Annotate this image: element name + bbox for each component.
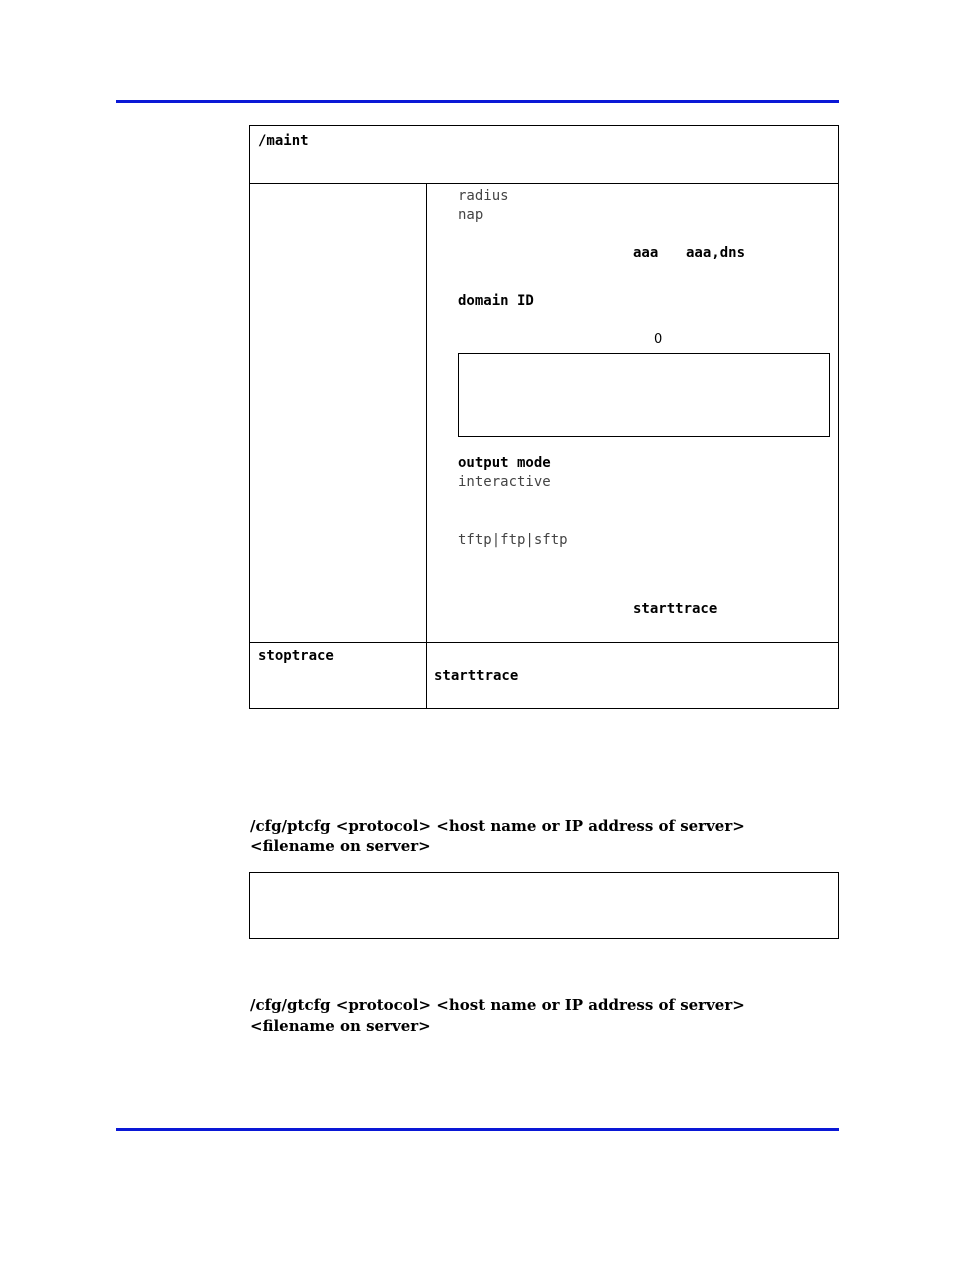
table-header-title: /maint: [258, 133, 309, 149]
command-table: [249, 125, 839, 709]
table-row-divider: [250, 642, 838, 643]
option-output-mode: output mode: [458, 455, 551, 471]
ptcfg-syntax-line2: <filename on server>: [250, 837, 431, 855]
stoptrace-description: starttrace: [434, 668, 519, 684]
ptcfg-box: [249, 872, 839, 939]
option-aaa-dns: aaa,dns: [686, 245, 746, 261]
ptcfg-syntax-line1: /cfg/ptcfg <protocol> <host name or IP address of server>: [250, 817, 745, 835]
stoptrace-command: stoptrace: [258, 648, 334, 664]
option-aaa: aaa: [633, 245, 659, 261]
table-header-divider: [250, 183, 838, 184]
option-nap: nap: [458, 207, 484, 223]
table-column-divider: [426, 184, 427, 708]
gtcfg-syntax-line2: <filename on server>: [250, 1017, 431, 1035]
gtcfg-syntax-line1: /cfg/gtcfg <protocol> <host name or IP address of server>: [250, 996, 745, 1014]
ref-starttrace: starttrace: [633, 601, 718, 617]
header-rule: [116, 100, 839, 103]
default-zero: 0: [654, 332, 663, 347]
option-interactive: interactive: [458, 474, 551, 490]
option-protocols: tftp|ftp|sftp: [458, 532, 568, 548]
option-radius: radius: [458, 188, 509, 204]
option-domain-id: domain ID: [458, 293, 534, 309]
footer-rule: [116, 1128, 839, 1131]
note-box: [458, 353, 830, 437]
